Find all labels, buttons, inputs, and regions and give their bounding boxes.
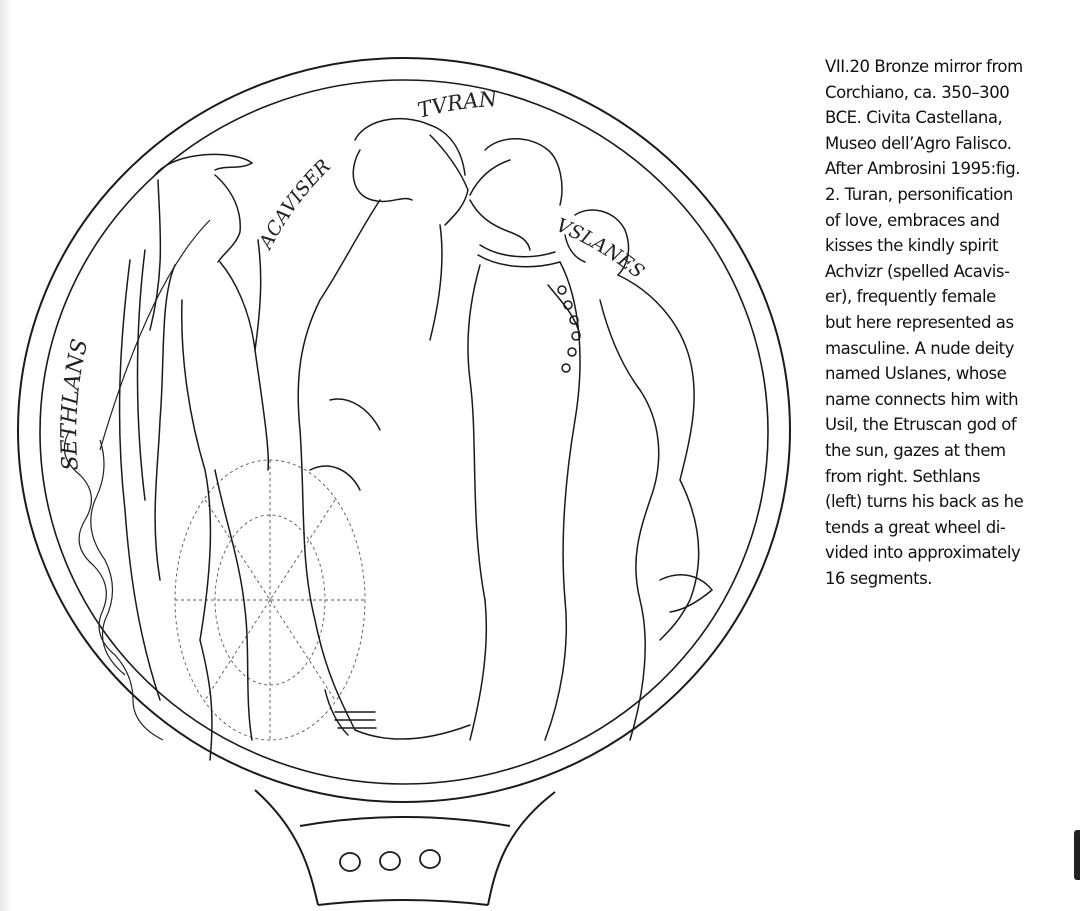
figure-caption (825, 54, 1070, 591)
caption-line: name connects him with (825, 389, 1019, 409)
page-edge-mark (1074, 830, 1080, 880)
caption-line: 2. Turan, personification (825, 184, 1013, 204)
mirror-handle (255, 790, 555, 905)
caption-line: vided into approximately (825, 543, 1021, 563)
caption-line: Museo dell’Agro Falisco. (825, 133, 1012, 153)
caption-line: kisses the kindly spirit (825, 236, 999, 256)
caption-line: er), frequently female (825, 287, 996, 307)
handle-rivets (340, 850, 440, 871)
inscription-acaviser: ACAVISER (254, 155, 335, 253)
caption-line: Achvizr (spelled Acavis- (825, 261, 1010, 281)
border-wreath (64, 220, 210, 740)
caption-line: VII.20 Bronze mirror from (825, 57, 1023, 76)
caption-line: from right. Sethlans (825, 466, 981, 486)
figure-sethlans (120, 154, 269, 760)
caption-line: the sun, gazes at them (825, 440, 1006, 460)
caption-line: BCE. Civita Castellana, (825, 108, 1003, 128)
mirror-disc (18, 58, 790, 802)
caption-line: 16 segments. (825, 568, 933, 588)
figure-acaviser (298, 119, 470, 739)
wheel (175, 460, 365, 740)
caption-line: Usil, the Etruscan god of (825, 415, 1017, 435)
inscription-uslanes: VSLANES (553, 214, 649, 284)
caption-line: but here represented as (825, 312, 1014, 332)
caption-line: masculine. A nude deity (825, 338, 1014, 358)
figure-uslanes (565, 210, 712, 740)
caption-line: Corchiano, ca. 350–300 (825, 82, 1010, 102)
inscription-sethlans: SETHLANS (57, 336, 94, 472)
caption-line: named Uslanes, whose (825, 364, 1007, 384)
caption-line: (left) turns his back as he (825, 492, 1024, 512)
caption-line: of love, embraces and (825, 210, 1000, 230)
caption-line: tends a great wheel di- (825, 517, 1006, 537)
caption-line: After Ambrosini 1995:fig. (825, 159, 1021, 179)
inscription-turan: TVRAN (415, 86, 498, 123)
